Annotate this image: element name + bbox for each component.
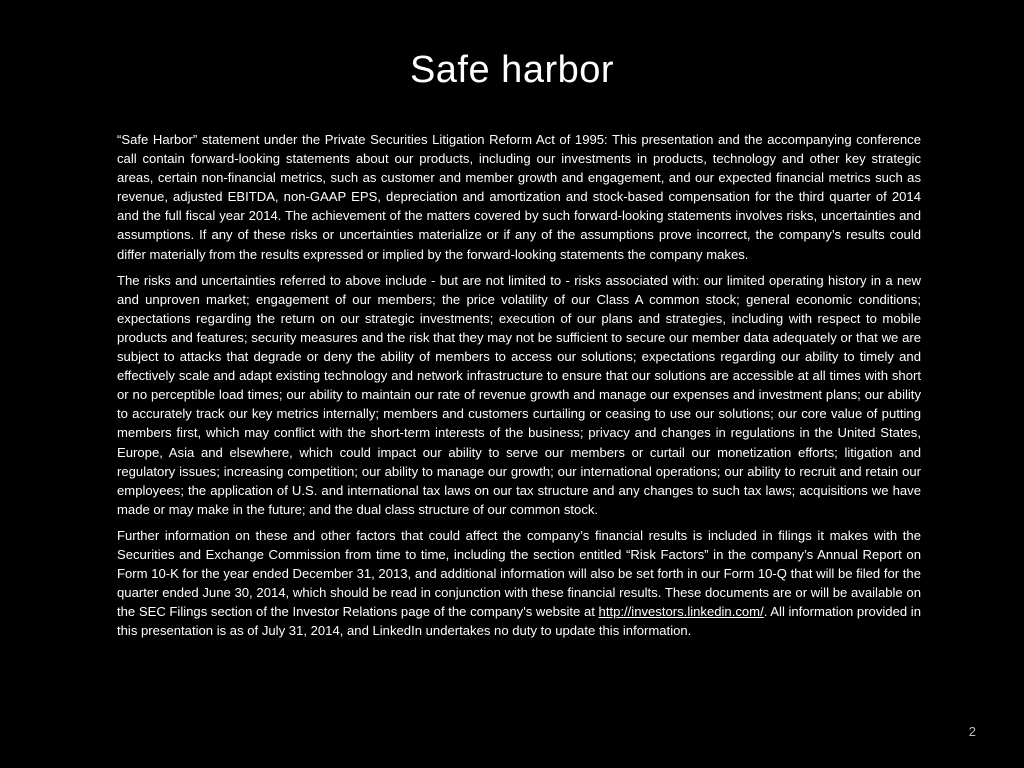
safe-harbor-paragraph: “Safe Harbor” statement under the Private Securities Litigation Reform Act of 1995: This presentation and the accompanying conference call contain forward-looking statements about our products, including our investments in products, technology and other key strategic areas, certain non-financial metrics, such as customer and member growth and engagement, and our expected financial metrics such as revenue, adjusted EBITDA, non-GAAP EPS, depreciation and amortization and stock-based compensation for the third quarter of 2014 and the full fiscal year 2014. The achievement of the matters covered by such forward-looking statements involves risks, uncertainties and assumptions. If any of these risks or uncertainties materialize or if any of the assumptions prove incorrect, the company’s results could differ materially from the results expressed or implied by the forward-looking statements the company makes. xyxy=(117,132,921,262)
investor-relations-link[interactable]: http://investors.linkedin.com/ xyxy=(598,604,764,620)
further-information-text: Further information on these and other factors that could affect the company’s financial results is included in filings it makes with the Securities and Exchange Commission from time to time, including the section entitled “Risk Factors” in the company’s Annual Report on Form 10-K for the year ended December 31, 2013, and additional information will also be set forth in our Form 10-Q that will be filed for the quarter ended June 30, 2014, which should be read in conjunction with these financial results. These documents are or will be available on the SEC Filings section of the Investor Relations page of the company's website at xyxy=(117,527,921,620)
page-number: 2 xyxy=(968,724,976,739)
slide-title: Safe harbor xyxy=(409,49,615,91)
risks-paragraph: The risks and uncertainties referred to above include - but are not limited to - risks associated with: our limited operating history in a new and unproven market; engagement of our members; the price volatility of our Class A common stock; general economic conditions; expectations regarding the return on our strategic investments; execution of our plans and strategies, including with respect to mobile products and features; security measures and the risk that they may not be sufficient to secure our member data adequately or that we are subject to attacks that degrade or deny the ability of members to access our solutions; expectations regarding our ability to timely and effectively scale and adapt existing technology and network infrastructure to ensure that our solutions are accessible at all times with short or no perceptible load times; our ability to maintain our rate of revenue growth and manage our expenses and investment plans; our ability to accurately track our key metrics internally; members and customers curtailing or ceasing to use our solutions; our core value of putting members first, which may conflict with the short-term interests of the business; privacy and changes in regulations in the United States, Europe, Asia and elsewhere, which could impact our ability to serve our members or curtail our monetization efforts; litigation and regulatory issues; increasing competition; our ability to manage our growth; our international operations; our ability to recruit and retain our employees; the application of U.S. and international tax laws on our tax structure and any changes to such tax laws; acquisitions we have made or may make in the future; and the dual class structure of our common stock. xyxy=(117,272,921,517)
slide-body xyxy=(117,130,921,647)
further-information-text-end: . All information provided in this presentation is as of July 31, 2014, and LinkedIn undertakes no duty to update this information. xyxy=(117,604,921,639)
further-information-paragraph xyxy=(117,526,921,641)
